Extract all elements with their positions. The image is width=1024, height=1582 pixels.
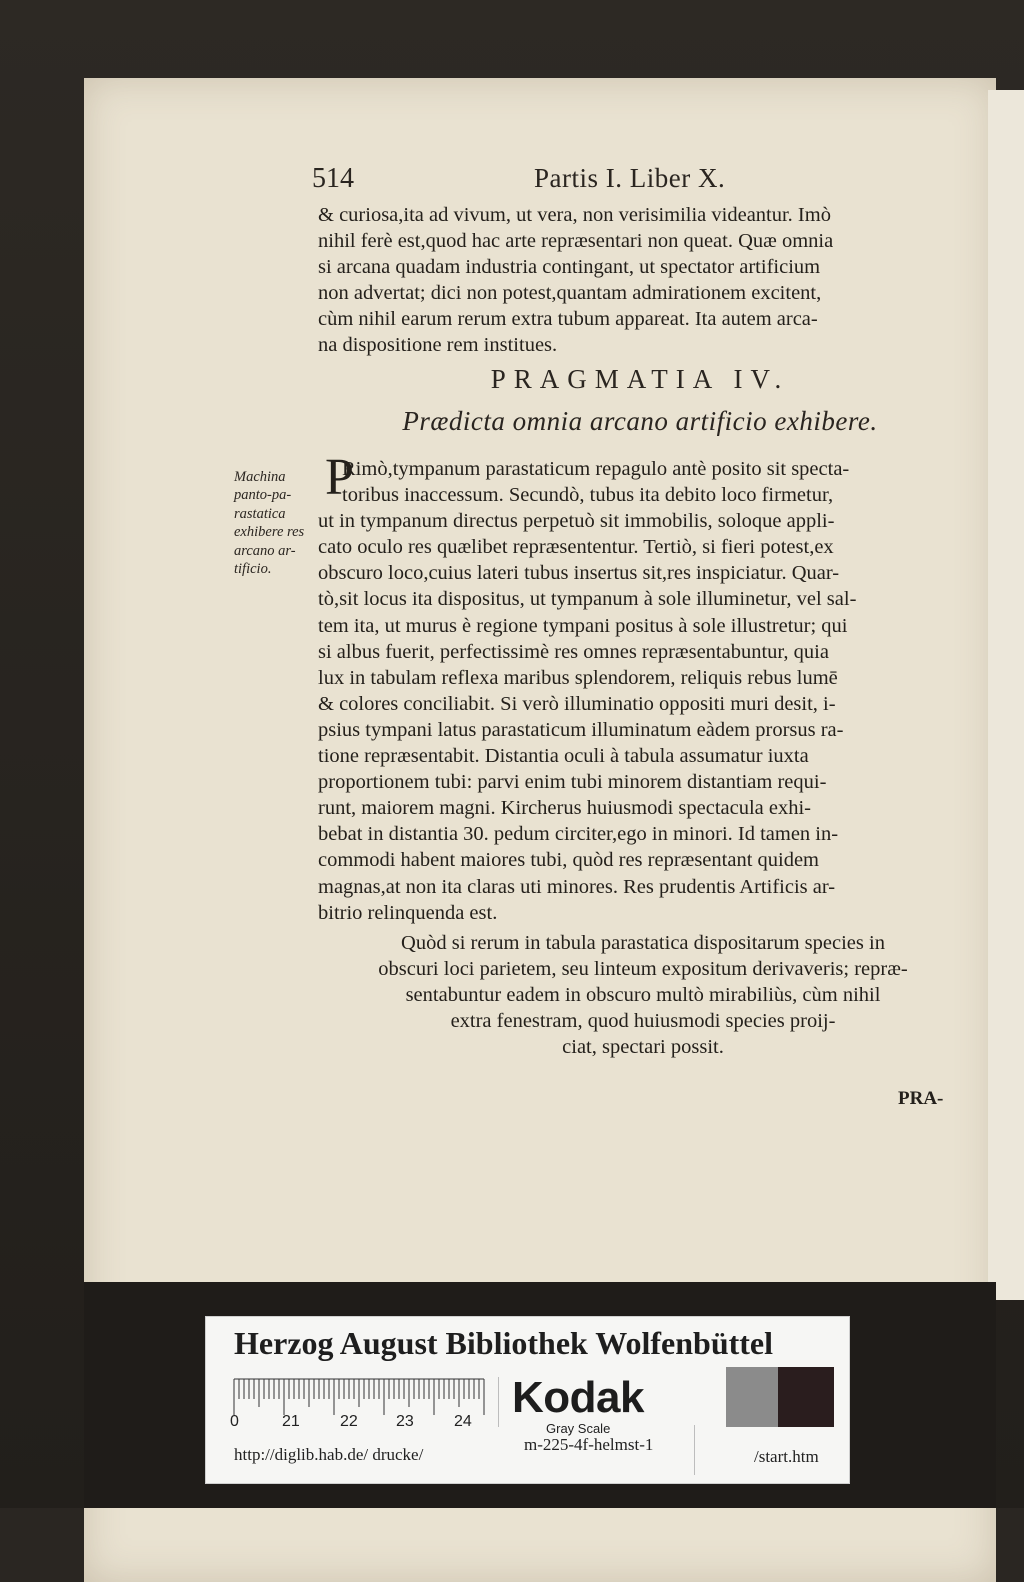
start-link-text: /start.htm [754,1447,819,1466]
ruler-numbers [230,1413,490,1435]
url-text: http://diglib.hab.de/ drucke/ [234,1445,424,1464]
paragraph-closing [318,930,968,1060]
ruler-number: 23 [396,1413,414,1430]
section-subtitle: Prædicta omnia arcano artificio exhibere. [402,406,878,436]
text-line: ciat, spectari possit. [562,1036,724,1059]
dark-swatch [778,1367,834,1427]
text-line: obscuro loco,cuius lateri tubus insertus sit,res inspiciatur. Quar- [318,562,840,585]
text-line: lux in tabulam reflexa maribus splendorem, reliquis rebus lumē [318,666,838,689]
divider [498,1377,499,1427]
text-line: cato oculo res quælibet repræsententur. Tertiò, si fieri potest,ex [318,536,834,559]
library-label [205,1316,850,1484]
marginal-note [234,468,324,578]
marginal-line: panto-pa- [234,487,292,504]
shelfmark-code: m-225-4f-helmst-1 [524,1435,654,1454]
text-line: runt, maiorem magni. Kircherus huiusmodi spectacula exhi- [318,797,812,820]
library-name: Herzog August Bibliothek Wolfenbüttel [234,1325,774,1361]
marginal-line: exhibere res [234,524,305,541]
text-line: & curiosa,ita ad vivum, ut vera, non verisimilia videantur. Imò [318,204,831,226]
facing-page-edge [988,90,1024,1300]
text-line: psius tympani latus parastaticum illuminatum eàdem prorsus ra- [318,718,844,741]
running-head: Partis I. Liber X. [534,163,726,193]
ruler-number: 0 [230,1413,239,1430]
text-line: toribus inaccessum. Secundò, tubus ita debito loco firmetur, [342,484,834,507]
text-line: non advertat; dici non potest,quantam admirationem excitent, [318,282,822,305]
kodak-logo: Kodak [512,1373,644,1422]
text-line: Rimò,tympanum parastaticum repagulo antè posito sit specta- [342,458,850,480]
paragraph-intro [318,202,968,359]
text-line: bebat in distantia 30. pedum circiter,ego in minori. Id tamen in- [318,823,839,846]
text-line: & colores conciliabit. Si verò illuminatio oppositi muri desit, i- [318,692,836,715]
marginal-line: tificio. [234,561,272,578]
gray-swatch [726,1367,778,1427]
text-line: si arcana quadam industria contingant, ut spectator artificium [318,256,821,279]
text-line: magnas,at non ita claras uti minores. Res prudentis Artificis ar- [318,875,836,898]
marginal-line: rastatica [234,505,286,522]
catchword: PRA- [898,1088,944,1109]
ruler-number: 22 [340,1413,358,1430]
divider [694,1425,695,1475]
page-header [312,163,972,203]
page-number: 514 [312,163,354,194]
text-line: ut in tympanum directus perpetuò sit immobilis, soloque appli- [318,510,835,533]
text-line: na dispositione rem institues. [318,334,558,357]
gray-scale-label: Gray Scale [546,1421,611,1436]
text-line: obscuri loci parietem, seu linteum expositum derivaveris; repræ- [378,958,908,981]
ruler-number: 24 [454,1413,472,1430]
text-line: cùm nihil earum rerum extra tubum appareat. Ita autem arca- [318,308,818,331]
text-line: proportionem tubi: parvi enim tubi minorem distantiam requi- [318,771,827,794]
text-line: nihil ferè est,quod hac arte repræsentari non queat. Quæ omnia [318,230,834,253]
text-line: si albus fuerit, perfectissimè res omnes repræsentabuntur, quia [318,640,829,663]
text-line: tem ita, ut murus è regione tympani positus à sole illustretur; qui [318,614,848,637]
text-line: extra fenestram, quod huiusmodi species proij- [450,1010,836,1033]
section-title: PRAGMATIA IV. [490,364,790,394]
paragraph-main [318,456,968,926]
text-line: bitrio relinquenda est. [318,901,498,924]
text-line: Quòd si rerum in tabula parastatica dispositarum species in [401,932,885,954]
marginal-line: Machina [234,469,286,485]
text-line: tò,sit locus ita dispositus, ut tympanum à sole illuminetur, vel sal- [318,588,857,611]
text-line: sentabuntur eadem in obscuro multò mirabiliùs, cùm nihil [405,984,881,1007]
text-line: tione repræsentabit. Distantia oculi à tabula assumatur iuxta [318,745,809,768]
ruler-number: 21 [282,1413,300,1430]
text-line: commodi habent maiores tubi, quòd res repræsentant quidem [318,849,819,872]
drop-capital: P [325,449,354,506]
marginal-line: arcano ar- [234,542,296,559]
